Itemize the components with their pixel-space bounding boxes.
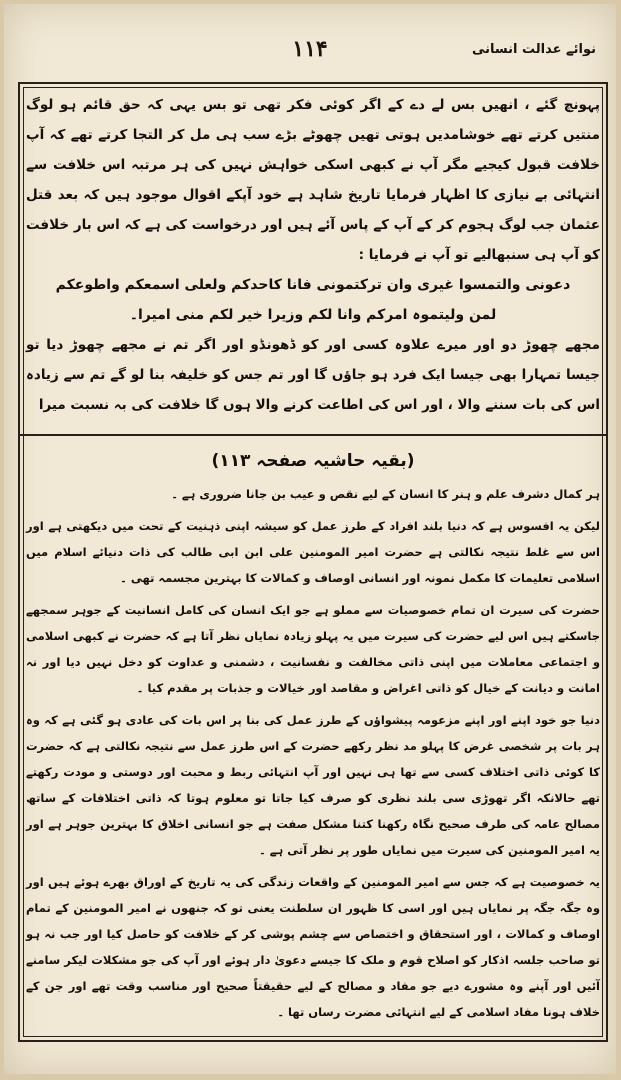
page-number: ۱۱۴ <box>292 36 328 62</box>
arabic-quote-line: لمن ولیتموہ امرکم وانا لکم وزیرا خیر لکم منی امیرا۔ <box>129 307 497 323</box>
footnote-paragraph: یہ خصوصیت ہے کہ جس سے امیر المومنین کے واقعات زندگی کی یہ تاریخ کے اوراق بھرے ہوئے ہیں اور وہ جگہ جگہ پر نمایاں ہیں اور اسی کا ظہور ان سلطنت یعنی تو کہ جنھوں نے امیر المومنین کے تمام اوصاف و کمالات ، اور استحقاق و اختصاص سے چشم پوشی کر کے خلافت کو حاصل کیا اور جب نہ ہو تو صاحب جلسہ اذکار کو اصلاح قوم و ملک کا جیسے دعویٰ دار ہوئے اور آپ کی جو مشکلات لیکر سامنے آئیں اور آپنے وہ مشورے دیے جو مفاد و مصالح کے لیے حقیقتاً صحیح اور مناسب وقت تھے اور جن کے خلاف ہونا مفاد اسلامی کے لیے انتہائی مضرت رساں تھا ۔ <box>26 875 600 1019</box>
footnote-heading: (بقیہ حاشیہ صفحہ ۱۱۳) <box>211 451 415 471</box>
running-title: نوائے عدالت انسانی <box>471 42 596 57</box>
footnote-paragraph: حضرت کی سیرت ان تمام خصوصیات سے مملو ہے جو ایک انسان کی کامل انسانیت کے جوہر سمجھے جاسکتے ہیں اس لیے حضرت کی سیرت میں یہ پہلو زیادہ نمایاں نظر آتا ہے کہ حضرت نے کبھی اسلامی و اجتماعی معاملات میں اپنی ذاتی مخالفت و نفسانیت ، دشمنی و عداوت کو دخل نہیں دیا اور نہ امانت و دیانت کے خیال کو ذاتی اغراض و مقاصد اور خیالات و جذبات پر مقدم کیا ۔ <box>26 603 600 695</box>
footnote-paragraph: ہر کمال دشرف علم و ہنر کا انسان کے لیے نقص و عیب بن جانا ضروری ہے ۔ <box>171 487 600 501</box>
footnote-section <box>26 444 600 1034</box>
main-text-section <box>26 90 600 430</box>
arabic-quote-line: دعونی والتمسوا غیری وان ترکتمونی فانا کاحدکم ولعلی اسمعکم واطوعکم <box>55 277 571 293</box>
text-frame <box>18 82 608 1042</box>
footnote-paragraph: دنیا جو خود اپنے اور اپنے مزعومہ پیشواؤں کے طرز عمل کی بنا پر اس بات کی عادی ہو گئی ہے کہ وہ ہر بات پر شخصی غرض کا پہلو مد نظر رکھے حضرت کے اس طرز عمل سے نتیجہ نکالتی ہے کہ حضرت کا کوئی ذاتی اختلاف کسی سے تھا ہی نہیں اور آپ انتہائی ربط و محبت اور دوستی و مودت رکھتے تھے حالانکہ اگر تھوڑی سی بلند نظری کو صرف کیا جاتا تو معلوم ہوتا کہ ذاتی اختلافات کے ساتھ مصالح عامہ کی طرف صحیح نگاہ رکھنا کتنا مشکل صفت ہے جو انسانی اخلاق کا بہترین جوہر ہے اور یہ امیر المومنین کی سیرت میں نمایاں طور پر نظر آتی ہے ۔ <box>26 713 600 857</box>
quote-translation: مجھے چھوڑ دو اور میرے علاوہ کسی اور کو ڈھونڈو اور اگر تم نے مجھے چھوڑ دیا تو جیسا تمہارا بھی جیسا ایک فرد ہو جاؤں گا اور تم جس کو خلیفہ بنا لو گے تم سے زیادہ اس کی بات سننے والا ، اور اس کی اطاعت کرنے والا ہوں گا خلافت کی بہ نسبت میرا <box>26 337 600 413</box>
document-page <box>4 4 616 1074</box>
footnote-paragraph: لیکن یہ افسوس ہے کہ دنیا بلند افراد کے طرز عمل کو سیشہ اپنی ذہنیت کے تحت میں دیکھتی ہے اور اس سے غلط نتیجہ نکالتی ہے حضرت امیر المومنین علی ابن ابی طالب کی ذات دنیائے اسلام میں اسلامی تعلیمات کا مکمل نمونہ اور انسانی اوصاف و کمالات کا بہترین مجسمہ تھی ۔ <box>26 519 600 585</box>
page-header <box>18 32 602 72</box>
section-divider <box>20 434 606 436</box>
main-paragraph: پہونچ گئے ، انھیں بس لے دے کے اگر کوئی فکر تھی تو بس یہی کہ حق قائم ہو لوگ منتیں کرتے تھے خوشامدیں ہوتی تھیں چھوٹے بڑے سب ہی مل کر التجا کرتے تھے کہ آپ خلافت قبول کیجیے مگر آپ نے کبھی اسکی خواہش نہیں کی ہر مرتبہ اس خلافت سے انتہائی بے نیازی کا اظہار فرمایا تاریخ شاہد ہے خود آپکے اقوال موجود ہیں کہ بعد قتل عثمان جب لوگ ہجوم کر کے آپ کے پاس آئے ہیں اور درخواست کی ہے کہ اس بار خلافت کو آپ ہی سنبھالیے تو آپ نے فرمایا : <box>26 97 600 263</box>
